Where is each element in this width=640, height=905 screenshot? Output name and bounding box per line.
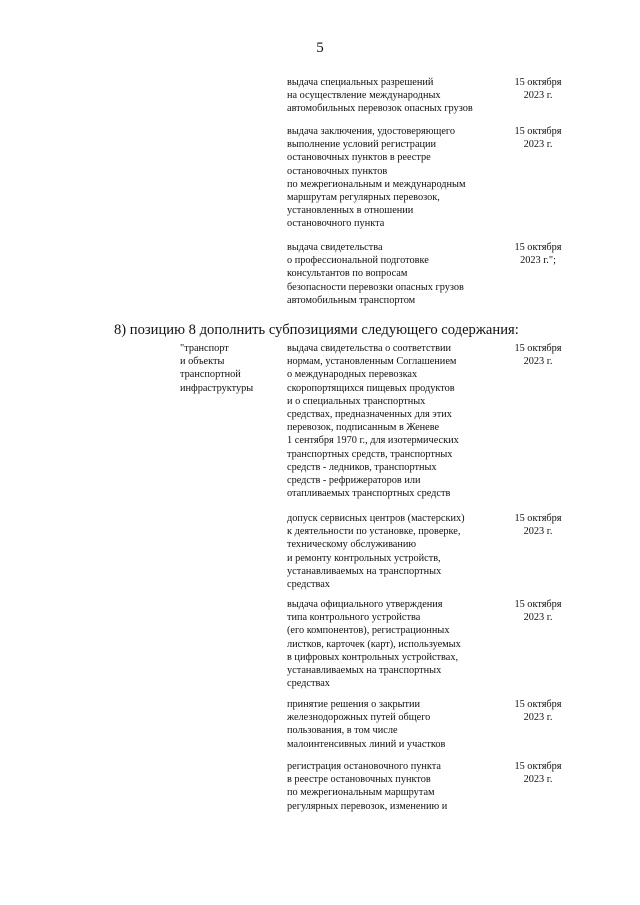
service-description: выдача заключения, удостоверяющего выполнение условий регистрации остановочных пунктов в реестре остановочных пунктов по межрегиональным и международным маршрутам регулярных перевозок, установленных в отношении остановочного пункта (287, 126, 466, 230)
service-description: выдача свидетельства о профессиональной подготовке консультантов по вопросам безопасности перевозки опасных грузов автомобильным транспортом (287, 242, 464, 306)
effective-date: 15 октября 2023 г. (514, 599, 562, 624)
effective-date: 15 октября 2023 г. (514, 126, 562, 151)
service-description: выдача свидетельства о соответствии нормам, установленным Соглашением о международных перевозках скоропортящихся пищевых продуктов и о специальных транспортных средствах, предназначенных для этих перевозок, подписанным в Женеве 1 сентября 1970 г., для изотермических транспортных средств, транспортных средств - ледников, транспортных средств - рефрижераторов или отапливаемых транспортных средств (287, 343, 459, 500)
effective-date: 15 октября 2023 г. (514, 77, 562, 102)
service-description: принятие решения о закрытии железнодорожных путей общего пользования, в том числе малоинтенсивных линий и участков (287, 699, 446, 750)
service-description: выдача официального утверждения типа контрольного устройства (его компонентов), регистрационных листков, карточек (карт), используемых в цифровых контрольных устройствах, устанавливаемых на транспортных средствах (287, 599, 461, 690)
effective-date: 15 октября 2023 г. (514, 343, 562, 368)
effective-date: 15 октября 2023 г. (514, 699, 562, 724)
effective-date: 15 октября 2023 г. (514, 761, 562, 786)
page-number: 5 (316, 40, 324, 56)
category-label: "транспорт и объекты транспортной инфраструктуры (180, 343, 254, 394)
service-description: регистрация остановочного пункта в реестре остановочных пунктов по межрегиональным маршрутам регулярных перевозок, изменению и (287, 761, 448, 812)
effective-date: 15 октября 2023 г."; (514, 242, 562, 267)
service-description: выдача специальных разрешений на осуществление международных автомобильных перевозок опасных грузов (287, 77, 473, 115)
effective-date: 15 октября 2023 г. (514, 513, 562, 538)
section-heading: 8) позицию 8 дополнить субпозициями следующего содержания: (114, 322, 519, 338)
service-description: допуск сервисных центров (мастерских) к деятельности по установке, проверке, техническому обслуживанию и ремонту контрольных устройств, устанавливаемых на транспортных средствах (287, 513, 465, 591)
